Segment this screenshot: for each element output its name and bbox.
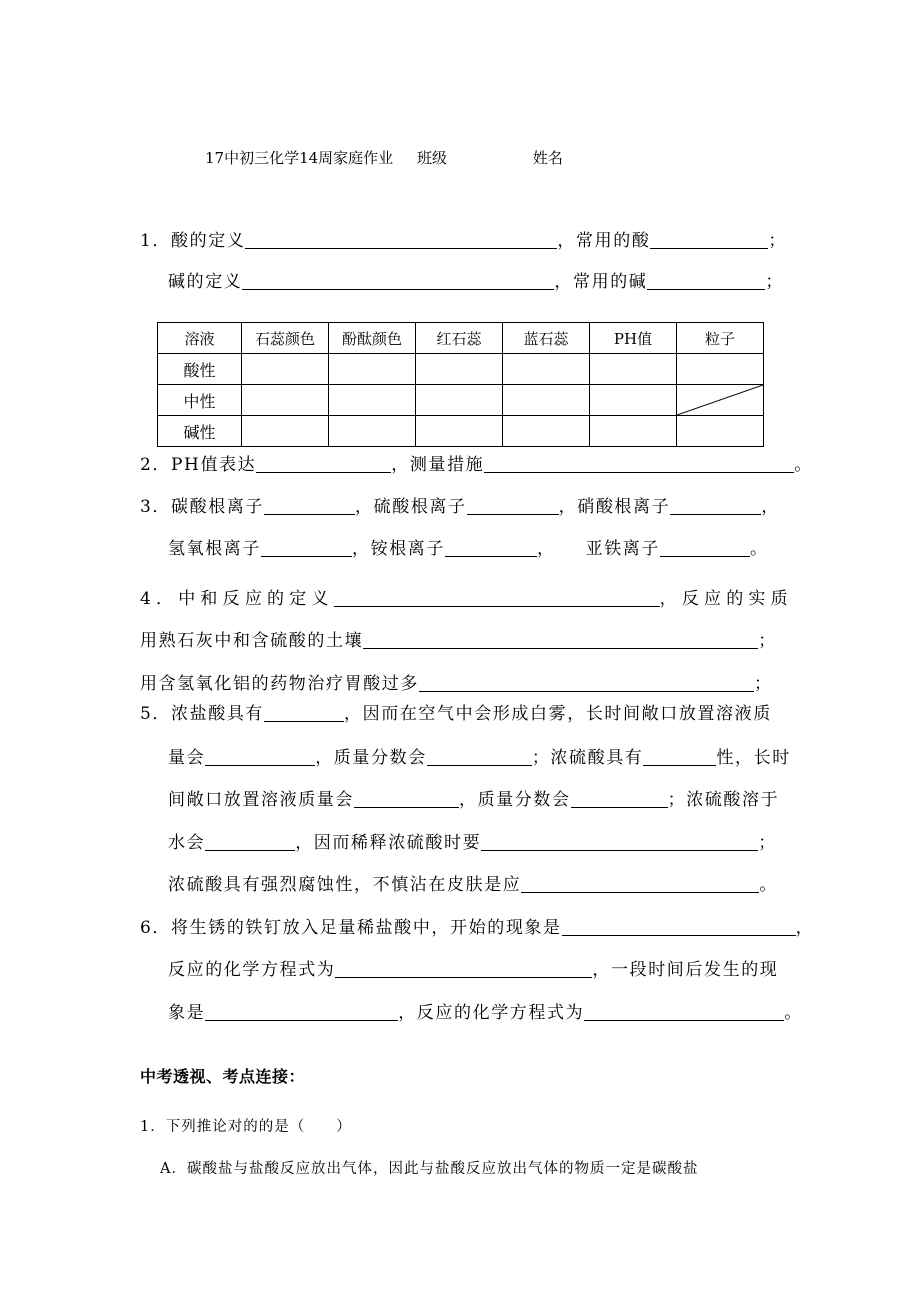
line-text: ； (768, 231, 788, 251)
line-text: 2．PH值表达 (140, 455, 257, 475)
class-label: 班级 (417, 149, 448, 167)
q5-line (168, 874, 778, 896)
answer-blank[interactable] (445, 538, 537, 557)
mc-option-a (160, 1158, 698, 1180)
line-text: ； (765, 272, 785, 292)
answer-blank[interactable] (335, 959, 592, 978)
table-header-cell: 蓝石蕊 (503, 323, 590, 354)
answer-blank[interactable] (571, 789, 668, 808)
line-text: 象是 (168, 1003, 206, 1023)
line-text: ，因而在空气中会形成白雾，长时间敞口放置溶液质 (344, 704, 772, 724)
line-text: 氢氧根离子 (168, 539, 261, 559)
answer-blank[interactable] (584, 1002, 784, 1021)
table-row (158, 354, 764, 385)
answer-blank[interactable] (205, 747, 315, 766)
line-text: ； (754, 674, 773, 694)
table-cell[interactable] (677, 416, 764, 447)
section-heading (140, 1066, 305, 1088)
line-text: ；浓硫酸具有 (531, 748, 644, 768)
line-text: 浓硫酸具有强烈腐蚀性，不慎沾在皮肤是应 (168, 875, 522, 895)
table-cell[interactable] (503, 354, 590, 385)
line-text: 3．碳酸根离子 (140, 497, 265, 517)
line-text: ，测量措施 (391, 455, 485, 475)
table-cell[interactable] (503, 416, 590, 447)
line-text: 1．酸的定义 (140, 231, 246, 251)
answer-blank[interactable] (484, 454, 794, 473)
line-text: ，反应的实质 (659, 589, 793, 609)
q4-line (140, 588, 793, 610)
line-text: 量会 (168, 748, 206, 768)
q5-line (168, 832, 777, 854)
table-cell[interactable] (590, 354, 677, 385)
table-header-cell: 溶液 (158, 323, 242, 354)
answer-blank[interactable] (427, 747, 532, 766)
table-cell[interactable] (416, 385, 503, 416)
table-cell[interactable] (503, 385, 590, 416)
table-cell[interactable] (329, 416, 416, 447)
answer-blank[interactable] (334, 588, 660, 607)
answer-blank[interactable] (467, 496, 559, 515)
q5-line (168, 789, 779, 811)
table-cell-crossed (677, 385, 764, 416)
answer-blank[interactable] (264, 703, 344, 722)
table-header-row (158, 323, 764, 354)
answer-blank[interactable] (264, 496, 355, 515)
answer-blank[interactable] (481, 832, 758, 851)
q6-line (140, 917, 814, 939)
line-text: ，硫酸根离子 (355, 497, 467, 517)
line-text: ，常用的酸 (557, 231, 651, 251)
worksheet-title: 17中初三化学14周家庭作业 (205, 149, 394, 167)
answer-blank[interactable] (205, 1002, 398, 1021)
mc-question-1 (140, 1116, 352, 1138)
table-header-cell: 石蕊颜色 (242, 323, 329, 354)
table-cell[interactable] (416, 416, 503, 447)
table-cell[interactable] (416, 354, 503, 385)
q5-line (140, 703, 772, 725)
answer-blank[interactable] (419, 673, 754, 692)
table-cell[interactable] (242, 385, 329, 416)
line-text: ，质量分数会 (315, 748, 427, 768)
table-cell[interactable] (329, 354, 416, 385)
worksheet-header (205, 147, 563, 168)
line-text: ；浓硫酸溶于 (667, 790, 780, 810)
line-text: 。 (750, 539, 769, 559)
line-text: ； (758, 631, 777, 651)
line-text: 5．浓盐酸具有 (140, 704, 265, 724)
line-text: 4．中和反应的定义 (140, 589, 334, 609)
line-text: 。 (759, 875, 779, 895)
line-text: ， (537, 539, 556, 559)
line-text: ，因而稀释浓硫酸时要 (295, 833, 482, 853)
table-cell[interactable] (242, 354, 329, 385)
line-text: 。 (784, 1003, 803, 1023)
table-header-cell: PH值 (590, 323, 677, 354)
row-label: 中性 (158, 385, 242, 416)
line-text: 用含氢氧化铝的药物治疗胃酸过多 (140, 674, 419, 694)
table-header-cell: 酚酞颜色 (329, 323, 416, 354)
q6-line (168, 1002, 803, 1024)
q3-line (168, 538, 769, 560)
line-text: ，铵根离子 (352, 539, 445, 559)
answer-blank[interactable] (256, 454, 391, 473)
answer-blank[interactable] (242, 271, 554, 290)
answer-blank[interactable] (245, 230, 557, 249)
line-text: 中考透视、考点连接： (140, 1067, 306, 1086)
line-text: 水会 (168, 833, 206, 853)
line-text: 。 (794, 455, 813, 475)
q3-line (140, 496, 780, 518)
answer-blank[interactable] (261, 538, 352, 557)
row-label: 酸性 (158, 354, 242, 385)
table-row (158, 385, 764, 416)
line-text: 1．下列推论对的的是（ ） (140, 1119, 352, 1135)
line-text: ； (758, 833, 777, 853)
q2-line (140, 454, 813, 476)
line-text: 间敞口放置溶液质量会 (168, 790, 354, 810)
line-text: 亚铁离子 (585, 539, 661, 559)
q4-line (140, 673, 773, 695)
q6-line (168, 959, 778, 981)
answer-blank[interactable] (205, 832, 295, 851)
table-header-cell: 粒子 (677, 323, 764, 354)
table-cell[interactable] (677, 354, 764, 385)
table-cell[interactable] (590, 416, 677, 447)
answer-blank[interactable] (562, 917, 796, 936)
line-text: ，一段时间后发生的现 (592, 960, 779, 980)
q1-line (140, 230, 787, 252)
answer-blank[interactable] (521, 874, 759, 893)
line-text: 用熟石灰中和含硫酸的土壤 (140, 631, 364, 651)
q1-line (168, 271, 784, 293)
answer-blank[interactable] (354, 789, 459, 808)
table-cell[interactable] (329, 385, 416, 416)
line-text: 6．将生锈的铁钉放入足量稀盐酸中，开始的现象是 (140, 918, 562, 938)
answer-blank[interactable] (647, 271, 765, 290)
line-text: 反应的化学方程式为 (168, 960, 336, 980)
answer-blank[interactable] (670, 496, 761, 515)
line-text: ， (761, 497, 780, 517)
properties-table (157, 322, 764, 447)
answer-blank[interactable] (650, 230, 768, 249)
table-cell[interactable] (242, 416, 329, 447)
table-header-cell: 红石蕊 (416, 323, 503, 354)
answer-blank[interactable] (660, 538, 750, 557)
row-label: 碱性 (158, 416, 242, 447)
line-text: 性，长时 (716, 748, 791, 768)
line-text: ， (795, 918, 815, 938)
diagonal-line (677, 385, 763, 415)
line-text: ，质量分数会 (459, 790, 571, 810)
table-row (158, 416, 764, 447)
line-text: A．碳酸盐与盐酸反应放出气体，因此与盐酸反应放出气体的物质一定是碳酸盐 (160, 1161, 699, 1177)
table-cell[interactable] (590, 385, 677, 416)
answer-blank[interactable] (643, 747, 716, 766)
line-text: 碱的定义 (168, 272, 243, 292)
line-text: ，常用的碱 (554, 272, 648, 292)
name-label: 姓名 (532, 149, 563, 167)
line-text: ，硝酸根离子 (558, 497, 671, 517)
q4-line (140, 630, 777, 652)
answer-blank[interactable] (363, 630, 758, 649)
q5-line (168, 747, 791, 769)
line-text: ，反应的化学方程式为 (398, 1003, 585, 1023)
